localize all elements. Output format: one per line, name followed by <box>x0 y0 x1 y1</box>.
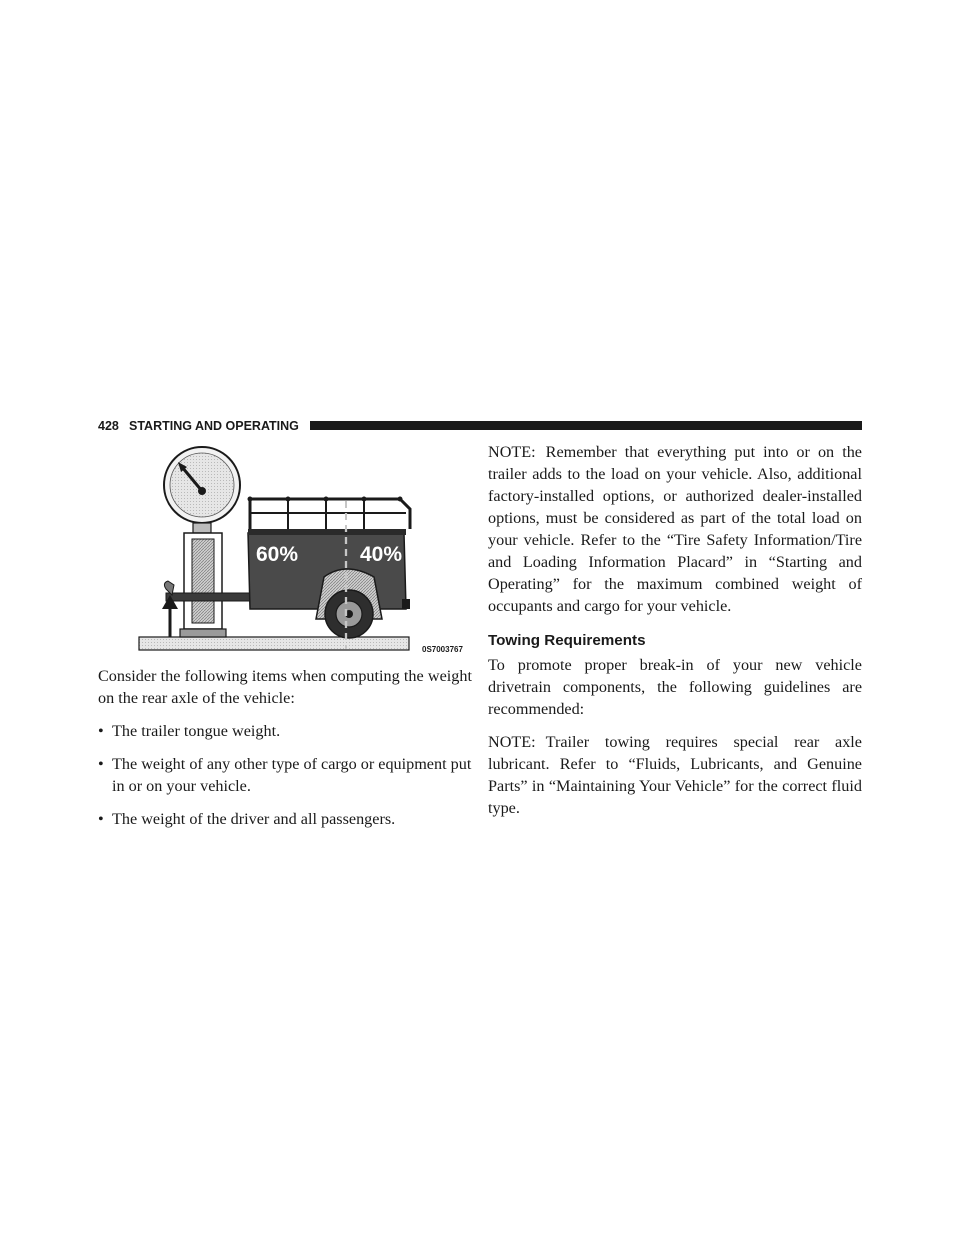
note-paragraph <box>488 441 862 617</box>
page-number: 428 <box>98 419 119 433</box>
body-paragraph: To promote proper break-in of your new vehicle drivetrain components, the following guidelines are recommended: <box>488 656 862 718</box>
right-weight-percent: 40% <box>360 543 403 566</box>
bullet-list <box>98 720 472 830</box>
section-heading: Towing Requirements <box>488 632 646 649</box>
left-weight-percent: 60% <box>256 543 299 566</box>
intro-paragraph: Consider the following items when computing the weight on the rear axle of the vehicle: <box>98 667 472 707</box>
note-text: Trailer towing requires special rear axle lubricant. Refer to “Fluids, Lubricants, and Genuine Parts” in “Maintaining Your Vehicle” for the correct fluid type. <box>488 733 862 817</box>
header-rule <box>310 421 862 430</box>
figure-code: 0S7003767 <box>422 645 463 654</box>
list-item: • The weight of the driver and all passengers. <box>98 810 396 828</box>
list-item: • The weight of any other type of cargo or equipment put in or on your vehicle. <box>98 755 472 795</box>
trailer-tongue <box>166 593 250 601</box>
left-column <box>98 665 472 830</box>
list-item: • The trailer tongue weight. <box>98 722 281 740</box>
note-text: Remember that everything put into or on the trailer adds to the load on your vehicle. Also, additional factory-installed options, or authorized dealer-installed options, must be considered as part of the total load on your vehicle. Refer to the “Tire Safety Information/Tire and Loading Information Placard” in “Starting and Operating” for the maximum combined weight of occupants and cargo for your vehicle. <box>488 443 862 615</box>
bullet-icon: • <box>98 722 104 740</box>
note-label: NOTE: <box>488 733 536 751</box>
note-label: NOTE: <box>488 443 536 461</box>
right-column <box>488 441 862 819</box>
note-paragraph <box>488 731 862 819</box>
bullet-icon: • <box>98 810 104 828</box>
bullet-icon: • <box>98 755 104 773</box>
ground-platform <box>139 637 409 650</box>
page-header <box>98 418 862 436</box>
section-title: STARTING AND OPERATING <box>129 419 299 433</box>
trailer-scale-diagram <box>138 443 468 666</box>
trailer-weight-illustration <box>138 443 468 666</box>
